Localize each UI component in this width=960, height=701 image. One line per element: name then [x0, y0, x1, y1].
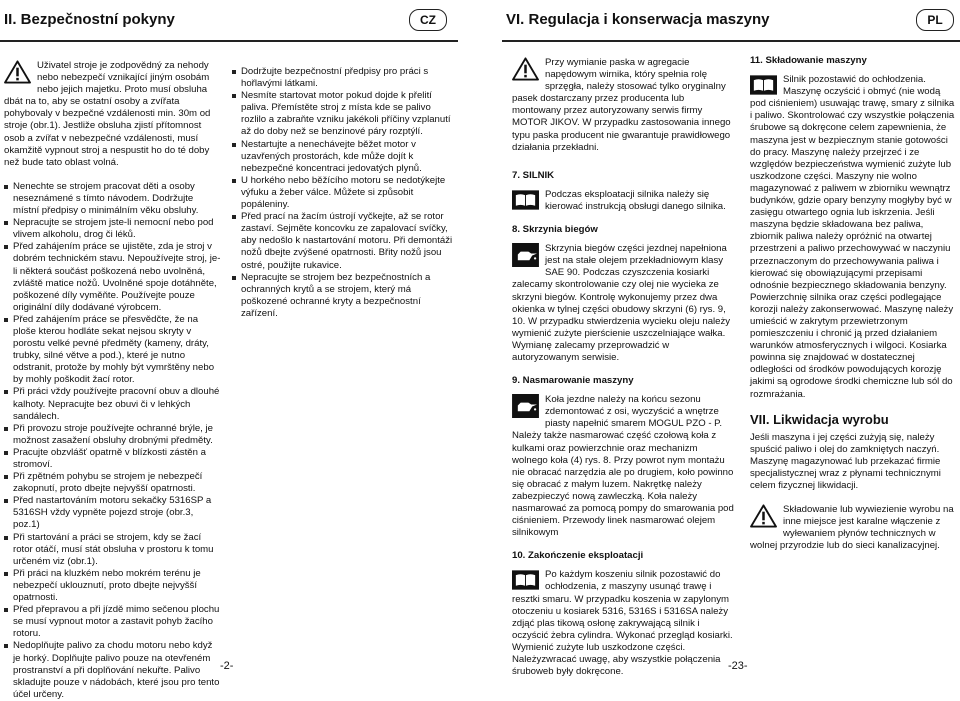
lang-badge-pl: PL — [916, 9, 954, 31]
list-item: Při zpětném pohybu se strojem je nebezpečí zakopnutí, proto dbejte nejvyšší opatrnosti. — [4, 471, 222, 495]
right-column-1 — [512, 57, 734, 678]
lang-badge-cz: CZ — [409, 9, 447, 31]
right-column-2 — [750, 55, 958, 553]
list-item: Při práci vždy používejte pracovní obuv a dlouhé kalhoty. Nepracujte bez obuvi či v lehkých sandálech. — [4, 386, 222, 422]
right-page-title: VI. Regulacja i konserwacja maszyny — [506, 11, 770, 28]
section-11-text: Silnik pozostawić do ochłodzenia. Maszynę oczyścić i obmyć (nie wodą pod ciśnieniem) usuwając trawę, smary z silnika i paliwo. Skontrolować czy wszystkie połączenia śrubowe są dokręcone celem zapewnienia, że maszyna jest w bezpiecznym stanie gotowości do pracy. Maszynę należy przejrzeć i ze względów bezpieczeństwa wymienić zużyte lub uszkodzone części. Maszyny nie wolno magazynować z paliwem w zbiorniku wewnątrz budynków, gdzie opary benzyny mogłyby być w zasięgu otwartego ognia lub iskrzenia. Jeśli maszyna będzie składowana bez paliwa, zbiornik paliwa należy opróżnić na otwartej przestrzeni a paliwo przechowywać w naczyniu przeznaczonym do przechowywania paliwa i kierować się obowiązującymi przepisami odnośnie bezpiecznego składowania benzyny. Powierzchnię silnika oraz części podlegające korozji należy zakonserwować. Maszynę należy umieścić w zakrytym przewietrzonym pomieszczeniu i chronić ją przed działaniem warunków atmosferycznych i wilgoci. Kosiarka powinna się znajdować w dostatecznej odległości od środków powodujących korozję jakimi są ogrodowe środki chemiczne lub sól do rozmrażania. — [750, 74, 955, 400]
section-9-text: Koła jezdne należy na końcu sezonu zdemontować z osi, wyczyścić a wnętrze piasty napełnić smarem MOGUL PZO - P. Należy także nasmarować część czołową koła z kulkami oraz powierzchnie oraz mechanizm wolnego koła (4) rys. 8. Przy powrot nym montażu nie obracać narzędzia ale po drugiem, koło powinno się obracać z małym luzem. Nakrętkę należy zabezpieczyć nową zawleczką. Koła należy nasmarować za pomocą pompy do smarowania pod ciśnieniem. Przewody linek nasmarować olejem silnikowym — [512, 394, 734, 539]
warning-triangle-icon — [750, 504, 777, 528]
safety-list-col1 — [4, 181, 222, 701]
list-item: U horkého nebo běžícího motoru se nedotýkejte výfuku a žeber válce. Můžete si způsobit popáleniny. — [232, 175, 458, 211]
section-7-title: 7. SILNIK — [512, 169, 555, 181]
oil-can-icon — [512, 394, 539, 418]
list-item: Před zahájením práce se přesvědčte, že na ploše kterou hodláte sekat nejsou skryty v porostu velké pevné předměty (kameny, dráty, trubky, silné větve a pod.), které je nutno odstranit, protože by mohly být vymrštěny nebo by mohly poškodit žací rotor. — [4, 314, 222, 387]
warning-triangle-icon — [4, 60, 31, 84]
section-10-text: Po każdym koszeniu silnik pozostawić do ochłodzenia, z maszyny usunąć trawę i resztki smaru. W przypadku koszenia w zapylonym otoczeniu u kosiarek 5316, 5316S i 5316SA należy zdjąć plas tikową osłonę zakrywającą silnik i oczyścić żebra cylindra. Wykonać przegląd kosiarki. Wymienić zużyte lub uszkodzone części. Należyzwracać uwagę, aby wszystkie połączenia śruboweb były dokręcone. — [512, 569, 733, 678]
oil-can-icon — [512, 243, 539, 267]
list-item: Pracujte obzvlášť opatrně v blízkosti zástěn a stromoví. — [4, 447, 222, 471]
section-7-text: Podczas eksploatacji silnika należy się kierować instrukcją obsługi danego silnika. — [545, 188, 726, 212]
safety-list-col2 — [232, 66, 458, 320]
list-item: Při provozu stroje používejte ochranné brýle, je možnost zasažení obsluhy drobnými předměty. — [4, 423, 222, 447]
left-header-rule — [0, 40, 458, 42]
list-item: Nesmíte startovat motor pokud dojde k přelití paliva. Přemístěte stroj z místa kde se palivo rozlilo a zabraňte vzniku jakékoli příčiny vzplanutí až do doby než se benzinové páry rozptýlí. — [232, 90, 458, 138]
section-8-title: 8. Skrzynia biegów — [512, 224, 598, 236]
section-9-title: 9. Nasmarowanie maszyny — [512, 375, 634, 387]
left-column-2 — [232, 66, 458, 320]
open-book-icon — [512, 190, 539, 210]
left-page-title: II. Bezpečnostní pokyny — [4, 11, 175, 28]
list-item: Při startování a práci se strojem, kdy se žací rotor otáčí, musí stát obsluha v prostoru k tomu určeném viz (obr.1). — [4, 532, 222, 568]
chapter-vii-title: VII. Likwidacja wyrobu — [750, 411, 889, 427]
section-11-title: 11. Składowanie maszyny — [750, 55, 867, 66]
right-page-number: -23- — [728, 660, 748, 672]
safety-intro: Uživatel stroje je zodpovědný za nehody nebo nebezpečí vznikající jiným osobám nebo jejich majetku. Proto musí obsluha dbát na to, aby se ostatní osoby a zvířata pohybovaly v bezpečné vzdálenosti min. 30m od stroje (obr.1). Jestliže obsluha zjistí přítomnost osob a zvířat v nebezpečné vzdálenosti, musí okamžitě vypnout stroj a nespustit ho do té doby než bude tato oblast volná. — [4, 60, 211, 168]
list-item: Nedoplňujte palivo za chodu motoru nebo když je horký. Doplňujte palivo pouze na otevřeném prostranství a při doplňování nekuřte. Palivo skladujte pouze v nádobách, které jsou pro tento účel určeny. — [4, 640, 222, 700]
left-page-number: -2- — [220, 660, 234, 672]
section-8-text: Skrzynia biegów części jezdnej napełniona jest na stałe olejem przekładniowym klasy SAE 90. Podczas czyszczenia kosiarki zalecamy skontrolowanie czy olej nie wycieka ze skrzyni biegów. Kontrolę wykonujemy przez dwa okienka w tylnej części obudowy skrzyni (6) rys. 9, 10. W przypadku stwierdzenia wycieku oleju należy wymienić zużyte pierścienie uszczelniające wałka. Wymianę zalecamy przeprowadzić w autoryzowanym serwisie. — [512, 243, 731, 363]
list-item: Při práci na kluzkém nebo mokrém terénu je nebezpečí uklouznutí, proto dbejte nejvyšší opatrnosti. — [4, 568, 222, 604]
belt-note: Przy wymianie paska w agregacie napędowym wirnika, który spełnia rolę sprzęgła, należy stosować tylko oryginalny pasek dostarczany przez producenta lub montowany przez autoryzowany serwis firmy MOTOR JIKOV. W przypadku zastosowania innego typu paska producent nie gwarantuje prawidłowego działania przekładni. — [512, 57, 731, 153]
chapter-vii-text: Jeśli maszyna i jej części zużyją się, należy spuścić paliwo i olej do zamkniętych naczyń. Maszynę magazynować lub przekazać firmie specjalistycznej wraz z płynami technicznymi celem fizycznej likwidacji. — [750, 431, 941, 492]
list-item: Nepracujte se strojem jste-li nemocní nebo pod vlivem alkoholu, drog či léků. — [4, 217, 222, 241]
warning-triangle-icon — [512, 57, 539, 81]
chapter-vii-warning: Składowanie lub wywiezienie wyrobu na inne miejsce jest karalne włączenie z wyłewaniem płynów technicznych w wolnej przyrodzie lub do sieci kanalizacyjnej. — [750, 504, 954, 552]
open-book-icon — [512, 570, 539, 590]
right-header-rule — [502, 40, 960, 42]
list-item: Nepracujte se strojem bez bezpečnostních a ochranných krytů a se strojem, který má poškozené ochranné kryty a bezpečnostní zařízení. — [232, 272, 458, 320]
list-item: Nestartujte a nenechávejte běžet motor v uzavřených prostorách, kde může dojít k nebezpečné koncentraci jedovatých plynů. — [232, 139, 458, 175]
list-item: Před prací na žacím ústrojí vyčkejte, až se rotor zastaví. Sejměte koncovku ze zapalovací svíčky, aby nedošlo k nastartování motoru. Při demontáži nožů dbejte zvýšené opatrnosti. Břity nožů jsou ostré, použijte rukavice. — [232, 211, 458, 271]
list-item: Dodržujte bezpečnostní předpisy pro práci s hořlavými látkami. — [232, 66, 458, 90]
open-book-icon — [750, 75, 777, 95]
list-item: Před nastartováním motoru sekačky 5316SP a 5316SH vždy vypněte pojezd stroje (obr.3, poz.1) — [4, 495, 222, 531]
list-item: Před přepravou a při jízdě mimo sečenou plochu se musí vypnout motor a zastavit pohyb žacího rotoru. — [4, 604, 222, 640]
list-item: Před zahájením práce se ujistěte, zda je stroj v dobrém technickém stavu. Nepoužívejte stroj, je-li některá součást poškozená nebo uvolněná, zvláště matice nožů. Uvolněné spoje dotáhněte, poškozené díly vyměňte. Používejte pouze originální díly dodávané výrobcem. — [4, 241, 222, 314]
list-item: Nenechte se strojem pracovat děti a osoby neseznámené s tímto návodem. Dodržujte místní předpisy o minimálním věku obsluhy. — [4, 181, 222, 217]
left-column-1 — [4, 60, 222, 701]
section-10-title: 10. Zakończenie eksploatacji — [512, 550, 644, 562]
